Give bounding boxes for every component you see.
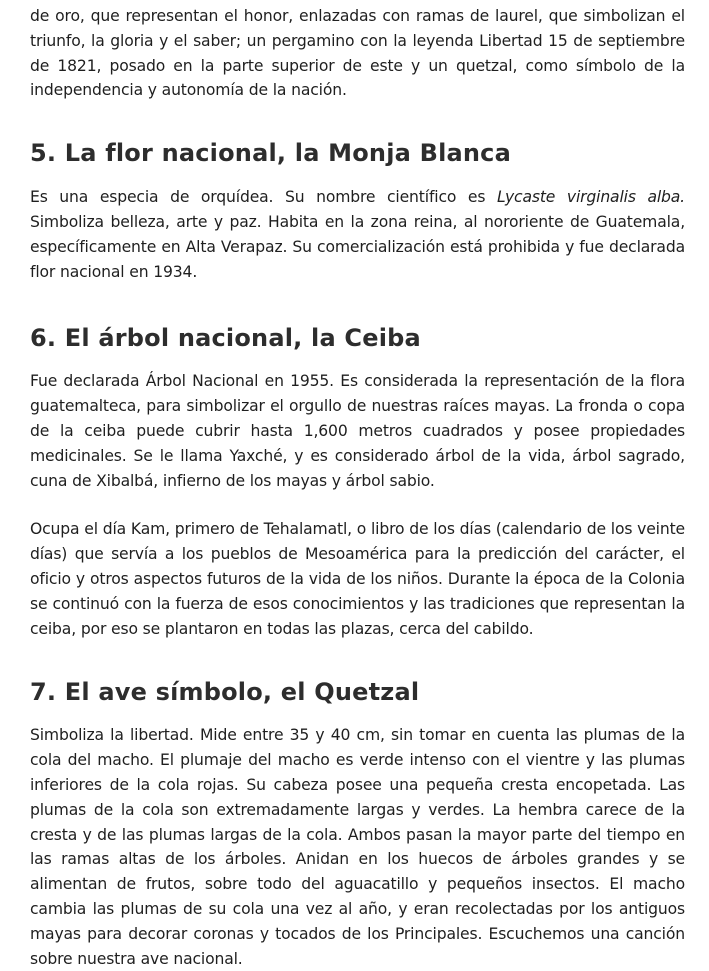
section-7-heading: 7. El ave símbolo, el Quetzal: [30, 678, 420, 707]
section-5-text-after: Simboliza belleza, arte y paz. Habita en la zona reina, al nororiente de Guatemala, específicamente en Alta Verapaz. Su comercialización está prohibida y fue declarada flor nacional en 1934.: [30, 212, 685, 281]
section-6-heading: 6. El árbol nacional, la Ceiba: [30, 324, 421, 353]
section-5-heading: 5. La flor nacional, la Monja Blanca: [30, 139, 512, 168]
scientific-name: Lycaste virginalis alba.: [496, 188, 685, 207]
section-6-paragraph-1: Fue declarada Árbol Nacional en 1955. Es considerada la representación de la flora guatemalteca, para simbolizar el orgullo de nuestras raíces mayas. La fronda o copa de la ceiba puede cubrir hasta 1,600 metros cuadrados y posee propiedades medicinales. Se le llama Yaxché, y es considerado árbol de la vida, árbol sagrado, cuna de Xibalbá, infierno de los mayas y árbol sabio.: [30, 372, 685, 490]
section-6-paragraph-2: Ocupa el día Kam, primero de Tehalamatl, o libro de los días (calendario de los veinte días) que servía a los pueblos de Mesoamérica para la predicción del carácter, el oficio y otros aspectos futuros de la vida de los niños. Durante la época de la Colonia se continuó con la fuerza de esos conocimientos y las tradiciones que representan la ceiba, por eso se plantaron en todas las plazas, cerca del cabildo.: [30, 520, 685, 638]
intro-paragraph: de oro, que representan el honor, enlazadas con ramas de laurel, que simbolizan el triunfo, la gloria y el saber; un pergamino con la leyenda Libertad 15 de septiembre de 1821, posado en la parte superior de este y un quetzal, como símbolo de la independencia y autonomía de la nación.: [30, 7, 685, 100]
section-5-text-before: Es una especia de orquídea. Su nombre científico es: [30, 188, 497, 207]
section-5-paragraph: [30, 185, 685, 284]
section-7-paragraph: Simboliza la libertad. Mide entre 35 y 40 cm, sin tomar en cuenta las plumas de la cola del macho. El plumaje del macho es verde intenso con el vientre y las plumas inferiores de la cola rojas. Su cabeza posee una pequeña cresta encopetada. Las plumas de la cola son extremadamente largas y verdes. La hembra carece de la cresta y de las plumas largas de la cola. Ambos pasan la mayor parte del tiempo en las ramas altas de los árboles. Anidan en los huecos de árboles grandes y se alimentan de frutos, sobre todo del aguacatillo y pequeños insectos. El macho cambia las plumas de su cola una vez al año, y eran recolectadas por los antiguos mayas para decorar coronas y tocados de los Principales. Escuchemos una canción sobre nuestra ave nacional.: [30, 726, 685, 968]
